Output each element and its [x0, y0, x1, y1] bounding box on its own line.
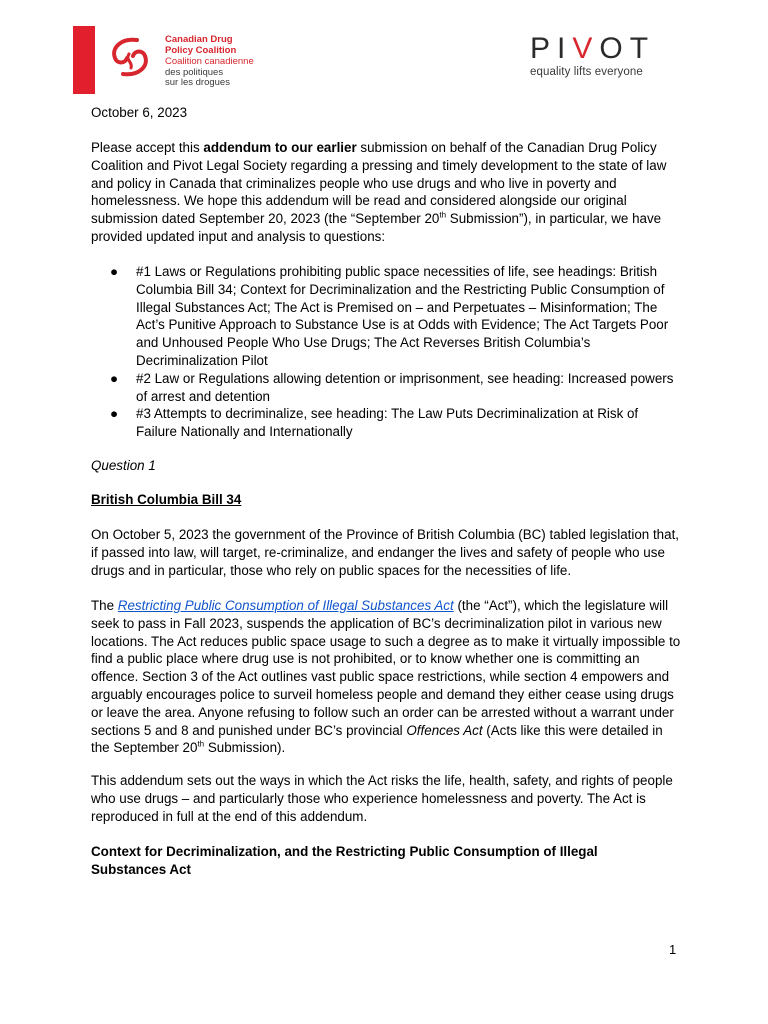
act-post1: (Acts like this were detailed in the September 20 — [91, 722, 663, 756]
intro-pre: Please accept this — [91, 140, 204, 155]
act-mid: (the “Act”), which the legislature will seek to pass in Fall 2023, suspends the application of BC’s decriminalization pilot in various new locations. The Act reduces public space usage to such a degree as to make it virtually impossible to find a public place where drug use is not prohibited, or to know whether one is committing an offence. Section 3 of the Act outlines vast public space restrictions, while section 4 empowers and arguably encourages police to surveil homeless people and demand they either cease using drugs or leave the area. Anyone refusing to follow such an order can be arrested without a warrant under sections 5 and 8 and punished under BC’s provincial — [91, 598, 681, 738]
pivot-tagline: equality lifts everyone — [530, 66, 643, 78]
act-post2: Submission). — [204, 740, 286, 756]
pivot-wordmark — [530, 34, 670, 64]
pivot-v: V — [572, 32, 600, 65]
question-label: Question 1 — [91, 458, 156, 473]
list-item — [110, 405, 680, 441]
cdpc-en-line1: Canadian Drug — [165, 34, 233, 45]
list-item-text: #1 Laws or Regulations prohibiting public space necessities of life, see headings: British Columbia Bill 34; Context for Decriminalization and the Restricting Public Consumption of Illegal Substances Act; The Act is Premised on – and Perpetuates – Misinformation; The Act’s Punitive Approach to Substance Use is at Odds with Evidence; The Act Targets Poor and Unhoused People Who Use Drugs; The Act Reverses British Columbia’s Decriminalization Pilot — [136, 264, 669, 368]
intro-paragraph — [91, 139, 681, 246]
cdpc-en-line2: Policy Coalition — [165, 44, 237, 56]
pivot-part1: PI — [530, 32, 573, 65]
document-date: October 6, 2023 — [91, 105, 188, 120]
pivot-logo — [530, 34, 670, 82]
act-pre: The — [91, 598, 118, 613]
bullet-icon: ● — [110, 370, 119, 386]
paragraph-addendum: This addendum sets out the ways in which the Act risks the life, health, safety, and rights of people who use drugs – and particularly those who experience homelessness and poverty. The Act is reproduced in full at the end of this addendum. — [91, 773, 673, 824]
paragraph-act — [91, 597, 681, 757]
cdpc-fr-line1: Coalition canadienne — [165, 56, 254, 67]
list-item-text: #3 Attempts to decriminalize, see heading: The Law Puts Decriminalization at Risk of Failure Nationally and Internationally — [136, 406, 639, 440]
questions-list — [110, 263, 680, 441]
cdpc-name-en — [165, 35, 236, 56]
list-item — [110, 263, 680, 370]
intro-post1: submission on behalf of the Canadian Drug Policy Coalition and Pivot Legal Society regarding a pressing and timely development to the state of law and policy in Canada that criminalizes people who use drugs and who live in poverty and homelessness. We hope this addendum will be read and considered alongside our original submission dated September 20, 2023 (the “September 20 — [91, 140, 667, 227]
bullet-icon: ● — [110, 264, 119, 279]
cdpc-logo — [73, 26, 273, 94]
paragraph-oct5: On October 5, 2023 the government of the Province of British Columbia (BC) tabled legislation that, if passed into law, will target, re-criminalize, and endanger the lives and safety of people who use drugs and in particular, those who rely on public spaces for the necessities of life. — [91, 527, 680, 578]
page-number: 1 — [669, 942, 677, 957]
cdpc-fr-line3: sur les drogues — [165, 77, 230, 88]
heading-context: Context for Decriminalization, and the Restricting Public Consumption of Illegal Substances Act — [91, 844, 598, 877]
list-item — [110, 370, 680, 406]
act-sup: th — [197, 739, 205, 749]
logo-red-bar — [73, 26, 95, 94]
bullet-icon: ● — [110, 406, 119, 422]
pivot-part2: OT — [599, 32, 656, 65]
intro-sup: th — [439, 210, 447, 220]
cdpc-swirl-icon — [107, 34, 153, 80]
cdpc-fr-line2: des politiques — [165, 66, 224, 78]
intro-bold: addendum to our earlier — [203, 140, 357, 155]
heading-bill-34: British Columbia Bill 34 — [91, 492, 242, 507]
cdpc-name-fr — [165, 57, 254, 89]
act-link[interactable]: Restricting Public Consumption of Illegal Substances Act — [117, 598, 454, 613]
list-item-text: #2 Law or Regulations allowing detention or imprisonment, see heading: Increased powers of arrest and detention — [136, 370, 674, 404]
act-italic: Offences Act — [406, 722, 483, 738]
intro-post2: Submission”), in particular, we have provided updated input and analysis to questions: — [91, 211, 662, 244]
